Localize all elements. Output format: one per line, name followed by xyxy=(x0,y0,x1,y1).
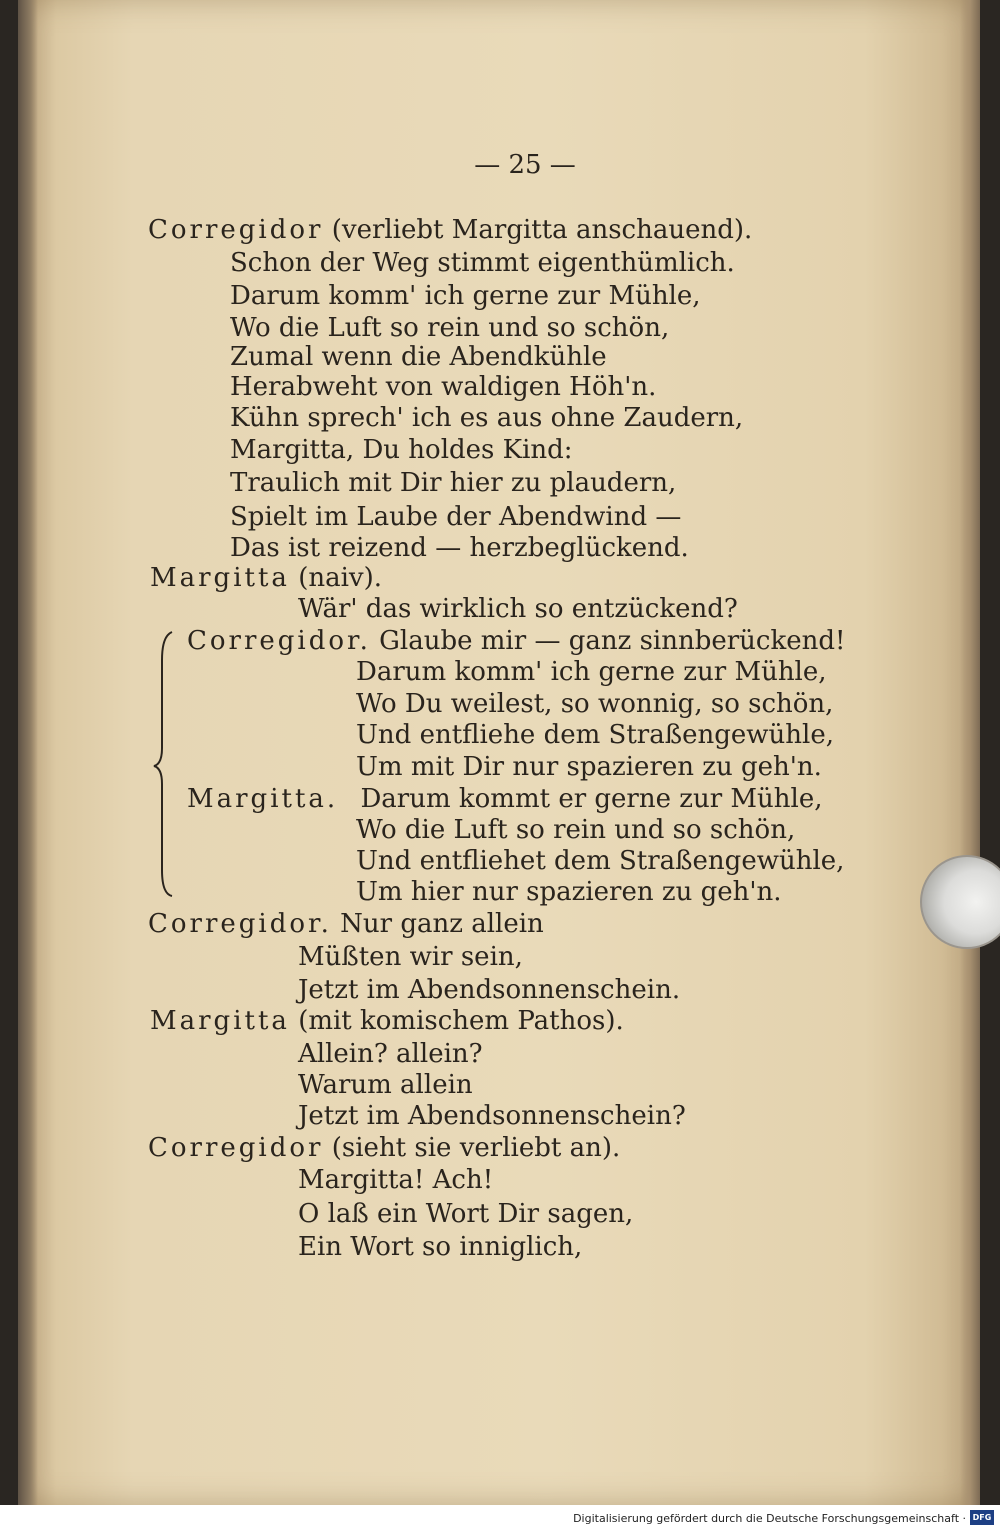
stage-direction: (sieht sie verliebt an). xyxy=(331,1133,621,1163)
verse-line: Traulich mit Dir hier zu plaudern, xyxy=(230,468,677,498)
verse-line: O laß ein Wort Dir sagen, xyxy=(298,1199,634,1229)
verse-text: Nur ganz allein xyxy=(340,909,544,939)
script-line xyxy=(187,626,845,656)
verse-line: Wär' das wirklich so entzückend? xyxy=(298,594,738,624)
script-line xyxy=(148,1133,620,1163)
verse-line: Jetzt im Abendsonnenschein. xyxy=(298,975,681,1005)
speaker-name: Margitta xyxy=(150,1006,290,1036)
verse-line: Wo die Luft so rein und so schön, xyxy=(230,313,670,343)
verse-line: Margitta! Ach! xyxy=(298,1165,494,1195)
verse-line: Das ist reizend — herzbeglückend. xyxy=(230,533,689,563)
verse-line: Spielt im Laube der Abendwind — xyxy=(230,502,682,532)
binding-gutter xyxy=(18,0,38,1505)
verse-line: Um mit Dir nur spazieren zu geh'n. xyxy=(356,752,822,782)
verse-line: Wo Du weilest, so wonnig, so schön, xyxy=(356,689,834,719)
page-edge xyxy=(960,0,980,1505)
script-line xyxy=(187,784,822,814)
speaker-name: Corregidor xyxy=(148,1133,324,1163)
script-line xyxy=(150,563,382,593)
stage-direction: (verliebt Margitta anschauend). xyxy=(331,215,753,245)
speaker-name: Corregidor. xyxy=(187,626,371,656)
verse-line: Und entfliehet dem Straßengewühle, xyxy=(356,846,845,876)
verse-line: Kühn sprech' ich es aus ohne Zaudern, xyxy=(230,403,744,433)
dfg-logo: DFG xyxy=(970,1510,994,1525)
verse-text: Glaube mir — ganz sinnberückend! xyxy=(379,626,846,656)
verse-line: Jetzt im Abendsonnenschein? xyxy=(298,1101,686,1131)
verse-line: Allein? allein? xyxy=(298,1039,483,1069)
speaker-name: Corregidor. xyxy=(148,909,332,939)
script-line xyxy=(148,909,544,939)
script-line xyxy=(148,215,752,245)
funding-notice: Digitalisierung gefördert durch die Deutsche Forschungsgemeinschaft · xyxy=(573,1512,966,1525)
verse-line: Warum allein xyxy=(298,1070,473,1100)
speaker-name: Margitta xyxy=(150,563,290,593)
verse-line: Zumal wenn die Abendkühle xyxy=(230,342,607,372)
stage-direction: (naiv). xyxy=(298,563,382,593)
verse-line: Darum komm' ich gerne zur Mühle, xyxy=(356,657,827,687)
verse-line: Wo die Luft so rein und so schön, xyxy=(356,815,796,845)
verse-line: Ein Wort so inniglich, xyxy=(298,1232,583,1262)
verse-line: Margitta, Du holdes Kind: xyxy=(230,435,573,465)
verse-line: Darum komm' ich gerne zur Mühle, xyxy=(230,281,701,311)
script-line xyxy=(150,1006,624,1036)
stage-direction: (mit komischem Pathos). xyxy=(298,1006,624,1036)
speaker-name: Corregidor xyxy=(148,215,324,245)
duet-brace xyxy=(150,630,180,898)
page-number: — 25 — xyxy=(474,150,576,180)
verse-line: Herabweht von waldigen Höh'n. xyxy=(230,372,657,402)
verse-line: Müßten wir sein, xyxy=(298,942,523,972)
speaker-name: Margitta. xyxy=(187,784,339,814)
verse-line: Schon der Weg stimmt eigenthümlich. xyxy=(230,248,735,278)
verse-line: Und entfliehe dem Straßengewühle, xyxy=(356,720,834,750)
verse-line: Um hier nur spazieren zu geh'n. xyxy=(356,877,782,907)
verse-text: Darum kommt er gerne zur Mühle, xyxy=(360,784,823,814)
